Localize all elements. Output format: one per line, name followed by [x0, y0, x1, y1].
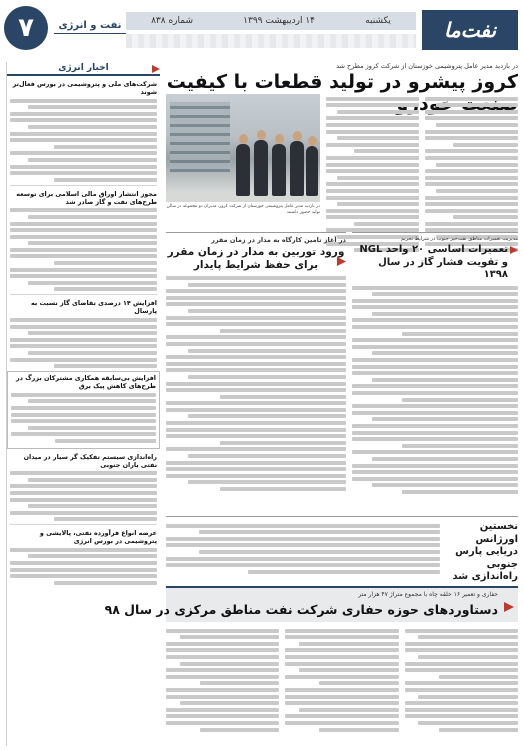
masthead-decoration	[126, 34, 416, 48]
photo-caption: در بازدید مدیر عامل پتروشیمی خوزستان از شرکت کروز، مدیران دو مجموعه در سالن تولید حضور داشتند	[166, 204, 320, 215]
arrow-icon	[510, 246, 518, 254]
arrow-icon	[152, 65, 160, 73]
news-item-body	[10, 548, 157, 585]
gulf-article-body	[166, 521, 440, 576]
gas-article-headline-text[interactable]: تعمیرات اساسی ۲۰ واحد NGL و تقویت فشار گاز در سال ۱۳۹۸	[359, 244, 508, 280]
masthead-right	[129, 8, 524, 52]
main-article-headline[interactable]: کروز پیشرو در تولید قطعات با کیفیت خودرو	[166, 71, 518, 115]
news-item-body	[10, 99, 157, 182]
turbine-article-headline[interactable]: ورود توربین به مدار در زمان مقرر برای حفظ شرایط پایدار	[167, 246, 345, 271]
issue-date: ۱۴ اردیبهشت ۱۳۹۹	[243, 16, 315, 26]
section-title: نفت و انرژی	[54, 20, 126, 34]
arrow-icon	[504, 602, 514, 612]
gas-article-kicker: مدیریت تعمیرات مناطق نفت‌خیز جنوب در شرایط تحریم	[400, 236, 518, 242]
news-item-title[interactable]: شرکت‌های ملی و پتروشیمی در بورس فعال‌تر شوند	[12, 80, 157, 96]
news-item-body	[11, 393, 156, 443]
gulf-article	[166, 516, 518, 580]
turbine-article-kicker: در آغاز تامین کارگاه به مدار در زمان مقرر	[211, 236, 346, 244]
news-item-title[interactable]: افزایش بی‌سابقه همکاری مشترکان بزرگ در طرح‌های کاهش پیک برق	[15, 374, 156, 391]
drilling-article	[104, 586, 518, 746]
gas-article-body	[352, 286, 518, 494]
news-item-title[interactable]: افزایش ۱۴ درصدی تقاضای گاز نسبت به پارسال	[31, 299, 157, 316]
news-item[interactable]	[7, 80, 160, 186]
main-article-photo	[166, 94, 320, 202]
main-article	[166, 62, 518, 215]
main-article-kicker: در بازدید مدیر عامل پتروشیمی خوزستان از شرکت کروز مطرح شد	[336, 62, 518, 70]
gas-article-headline[interactable]	[352, 244, 518, 282]
drilling-article-body	[166, 626, 518, 734]
masthead-left	[4, 6, 128, 54]
news-column	[6, 62, 160, 746]
turbine-article-body	[166, 276, 346, 491]
news-item[interactable]	[7, 190, 160, 296]
date-band	[126, 12, 416, 30]
turbine-article	[166, 232, 346, 512]
newspaper-logo: نفت‌ما	[422, 10, 518, 50]
news-item[interactable]	[7, 453, 160, 526]
issue-number: شماره ۸۳۸	[151, 16, 194, 26]
gas-article	[352, 232, 518, 512]
drilling-article-banner	[104, 586, 518, 622]
drilling-article-kicker: حفاری و تعمیر ۱۶ حلقه چاه با مجموع متراژ ۴۷ هزار متر	[358, 591, 498, 598]
news-item-title[interactable]: راه‌اندازی سیستم تفکیک گر سیار در میدان نفتی یاران جنوبی	[23, 452, 157, 469]
news-item-body	[10, 471, 157, 521]
news-column-title: اخبار انرژی	[58, 63, 109, 73]
weekday: یکشنبه	[365, 16, 391, 26]
news-item-body	[10, 318, 157, 368]
news-column-heading	[7, 62, 160, 76]
news-item-title[interactable]: عرضه انواع فرآورده نفتی، پالایشی و پتروشیمی در بورس انرژی	[39, 529, 157, 546]
news-item-body	[10, 208, 157, 291]
masthead	[0, 4, 524, 58]
news-item[interactable]	[7, 529, 160, 585]
news-item-boxed[interactable]	[7, 371, 160, 448]
drilling-article-headline[interactable]: دستاوردهای حوزه حفاری شرکت نفت مناطق مرکزی در سال ۹۸	[104, 602, 498, 617]
news-item-title[interactable]: مجوز انتشار اوراق مالی اسلامی برای توسعه طرح‌های نفت و گاز صادر شد	[16, 189, 157, 206]
news-item[interactable]	[7, 299, 160, 368]
page-number: ۷	[4, 6, 48, 50]
gulf-article-headline[interactable]: نخستین اورژانس دریایی پارس جنوبی راه‌اندازی شد	[452, 521, 518, 582]
main-article-body	[326, 94, 518, 255]
